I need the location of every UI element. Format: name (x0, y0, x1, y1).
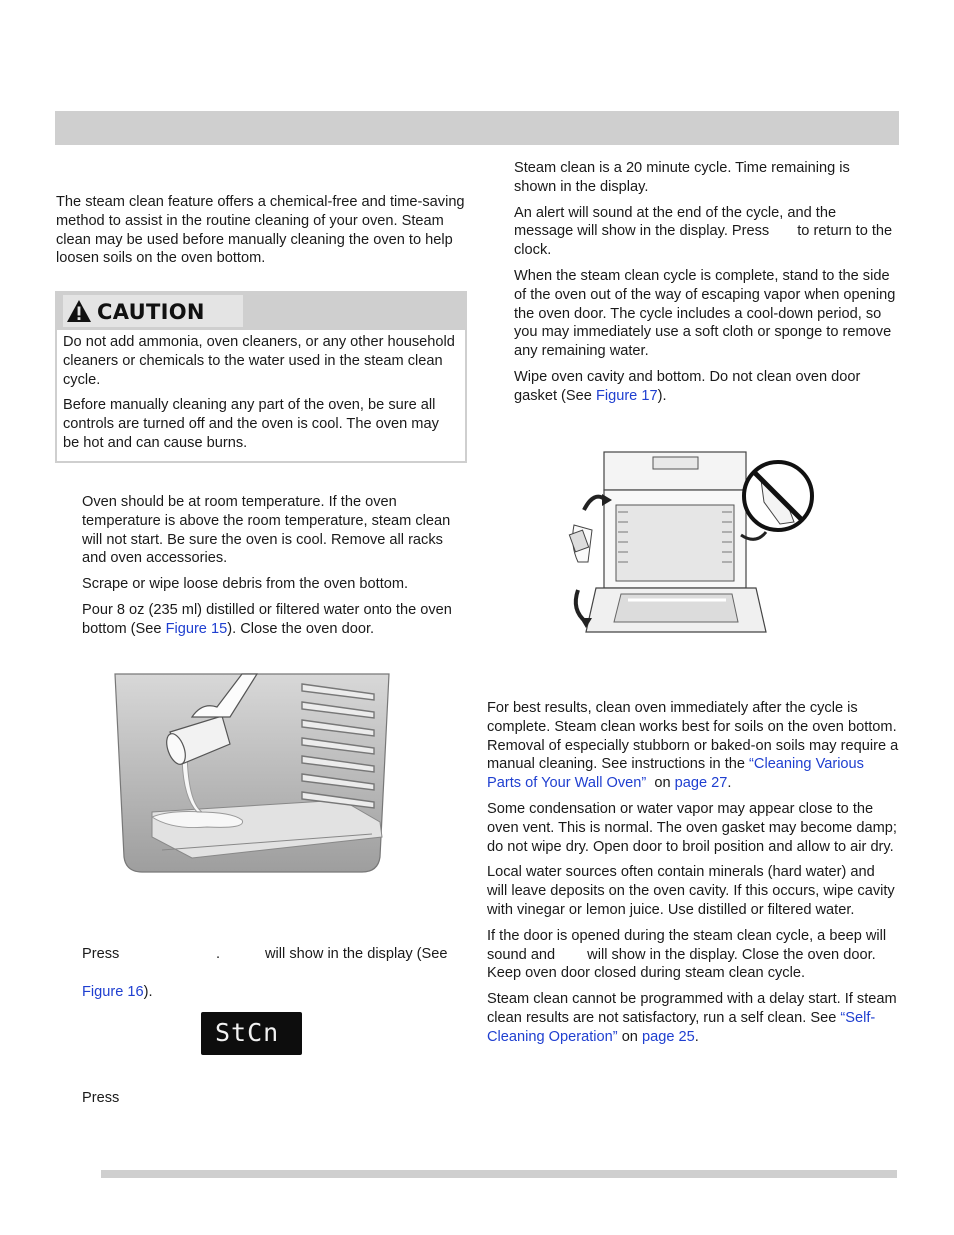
wipe-text-post: ). (657, 387, 667, 404)
cycle-time-text: Steam clean is a 20 minute cycle. Time remaining is shown in the display. (514, 160, 850, 195)
step-2: Scrape or wipe loose debris from the oven bottom. (82, 576, 409, 593)
delay-start-body: Steam clean cannot be programmed with a delay start. If steam clean results are not satisfactory, run a self clean. See (487, 991, 897, 1026)
caution-body (57, 330, 465, 461)
condensation-text: Some condensation or water vapor may appear close to the oven vent. This is normal. The oven gasket may become damp; do not wipe dry. Open door to broil position and allow to air dry. (487, 800, 897, 855)
caution-text-1: Do not add ammonia, oven cleaners, or any other household cleaners or chemicals to the water used in the steam clean cycle. (63, 334, 455, 388)
section-header-bar (55, 111, 899, 145)
wipe-text (514, 368, 896, 406)
cleaning-parts-link[interactable]: “Cleaning Various Parts of Your Wall Oven” (487, 756, 864, 792)
caution-header (63, 295, 243, 327)
press-step-close: ). (143, 983, 153, 1000)
period-2: . (694, 1028, 699, 1045)
door-open-pre: If the door is opened during the steam clean cycle, a beep will sound and (487, 927, 887, 963)
figure-16-link[interactable]: Figure 16 (82, 983, 144, 1000)
alert-text-post: to return to the clock. (514, 223, 893, 259)
step-1: Oven should be at room temperature. If the oven temperature is above the room temperature, steam clean will not start. Be sure the oven is cool. Remove all racks and oven accessories. (82, 494, 451, 567)
display-text: StCn (215, 1018, 280, 1047)
best-results-text (487, 699, 899, 793)
caution-box (55, 291, 467, 463)
step-3 (82, 601, 466, 639)
step-3-text: Pour 8 oz (235 ml) distilled or filtered water onto the oven bottom (See (82, 601, 452, 637)
footer-bar (101, 1170, 897, 1178)
period-1: . (727, 775, 732, 792)
intro-text: The steam clean feature offers a chemical-free and time-saving method to assist in the routine cleaning of your oven. Steam clean may be used before manually cleaning the oven to help loosen soils on the oven bottom. (56, 194, 465, 267)
press-last-step (82, 1089, 119, 1108)
alert-text-pre: An alert will sound at the end of the cycle, and the message will show in the display. Press (514, 204, 837, 240)
page-27-link[interactable]: page 27 (674, 775, 728, 792)
door-open-text (487, 927, 899, 983)
on-word-2: on (621, 1028, 638, 1045)
alert-text (514, 204, 896, 260)
figure-17-oven-door-illustration (566, 450, 818, 638)
caution-text-2: Before manually cleaning any part of the oven, be sure all controls are turned off and the oven is cool. The oven may be hot and can cause burns. (63, 397, 439, 451)
display-stcn-figure (201, 1012, 302, 1055)
best-results-body: For best results, clean oven immediately after the cycle is complete. Steam clean works best for soils on the oven bottom. Removal of especially stubborn or baked-on soils may require a manual cleaning. See instructions in the (487, 700, 899, 773)
cycle-complete-text: When the steam clean cycle is complete, stand to the side of the oven out of the way of escaping vapor when opening the oven door. The cycle includes a cool-down period, so you may immediately use a soft cloth or sponge to remove any remaining water. (514, 267, 896, 360)
self-cleaning-link[interactable]: “Self-Cleaning Operation” (487, 1009, 876, 1045)
hard-water-text: Local water sources often contain minerals (hard water) and will leave deposits on the oven cavity. If this occurs, wipe cavity with vinegar or lemon juice. Use distilled or filtered water. (487, 864, 895, 918)
no-hand-icon (744, 462, 812, 530)
will-show-text: will show in the display (See (265, 946, 448, 962)
tips-section (487, 699, 899, 1054)
figure-17-link[interactable]: Figure 17 (595, 387, 658, 404)
step-3-end: ). Close the oven door. (227, 620, 375, 637)
on-word-1: on (654, 775, 671, 792)
delay-start-text (487, 990, 899, 1046)
right-column-steps (514, 159, 896, 413)
figure-15-oven-pour-illustration (112, 672, 392, 877)
figure-15-link[interactable]: Figure 15 (165, 620, 228, 637)
caution-label: CAUTION (97, 300, 205, 324)
press-start-step (82, 945, 466, 1002)
intro-paragraph (56, 193, 466, 275)
press-word: Press (82, 946, 120, 962)
warning-triangle-icon (66, 299, 92, 323)
door-open-post: will show in the display. Close the oven door. Keep oven door closed during steam clean cycle. (487, 946, 876, 982)
press-last-word: Press (82, 1090, 120, 1106)
wipe-text-pre: Wipe oven cavity and bottom. Do not clean oven door gasket (See (514, 368, 861, 404)
page-25-link[interactable]: page 25 (641, 1028, 695, 1045)
press-dot: . (216, 946, 221, 962)
steps-list (82, 493, 466, 646)
